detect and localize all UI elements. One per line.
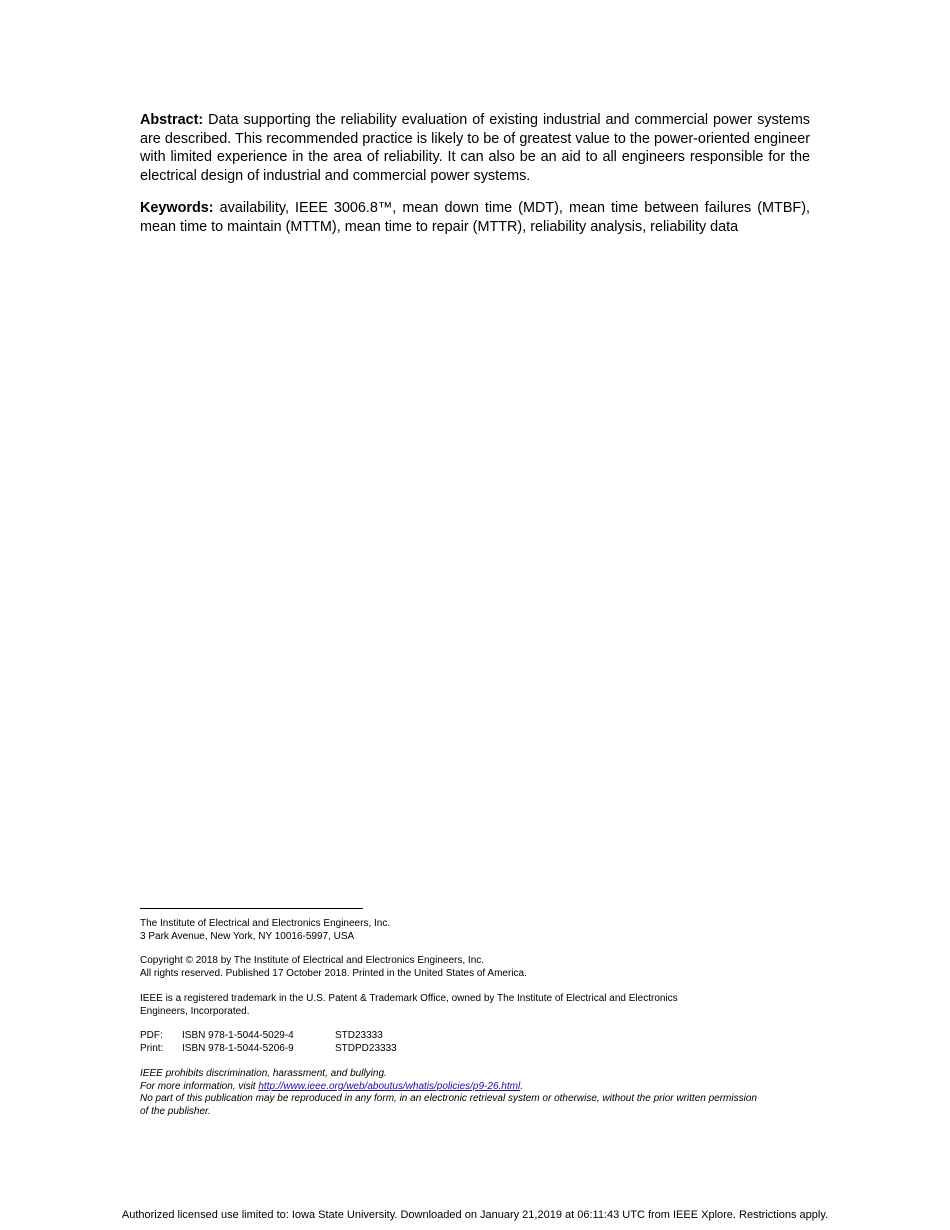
trademark-line-2: Engineers, Incorporated. [140, 1005, 250, 1017]
abstract-paragraph [140, 111, 810, 185]
isbn-number: ISBN 978-1-5044-5206-9 [182, 1042, 294, 1054]
keywords-paragraph [140, 199, 810, 236]
keywords-text: availability, IEEE 3006.8™, mean down time (MDT), mean time between failures (MTBF), mean time to maintain (MTTM), mean time to repair (MTTR), reliability analysis, reliability data [140, 200, 810, 235]
footnote-divider [140, 908, 363, 909]
publisher-name: The Institute of Electrical and Electronics Engineers, Inc. [140, 918, 391, 929]
authorization-notice: Authorized licensed use limited to: Iowa State University. Downloaded on January 21,2019 at 06:11:43 UTC from IEEE Xplore. Restrictions apply. [121, 1209, 829, 1221]
policy-line-3: No part of this publication may be reproduced in any form, in an electronic retrieval system or otherwise, without the prior written permission [140, 1093, 757, 1104]
policy-suffix: . [520, 1080, 523, 1092]
policy-link[interactable]: http://www.ieee.org/web/aboutus/whatis/policies/p9-26.html [258, 1080, 521, 1092]
publisher-address: 3 Park Avenue, New York, NY 10016-5997, USA [140, 930, 355, 942]
publisher-block [140, 918, 820, 943]
copyright-line-2: All rights reserved. Published 17 October 2018. Printed in the United States of America. [140, 967, 527, 979]
policy-line-1: IEEE prohibits discrimination, harassment, and bullying. [140, 1068, 387, 1079]
abstract-label: Abstract: [140, 112, 204, 128]
keywords-label: Keywords: [140, 200, 214, 216]
trademark-line-1: IEEE is a registered trademark in the U.S. Patent & Trademark Office, owned by The Institute of Electrical and Electronics [140, 993, 678, 1004]
copyright-block [140, 955, 820, 980]
copyright-line-1: Copyright © 2018 by The Institute of Electrical and Electronics Engineers, Inc. [140, 955, 485, 966]
isbn-number: ISBN 978-1-5044-5029-4 [182, 1030, 294, 1041]
isbn-row-pdf [140, 1030, 820, 1043]
policy-line-4: of the publisher. [140, 1105, 211, 1117]
isbn-code: STDPD23333 [335, 1042, 397, 1054]
isbn-row-print [140, 1043, 820, 1056]
abstract-text: Data supporting the reliability evaluation of existing industrial and commercial power systems are described. This recommended practice is likely to be of greatest value to the power-oriented engineer with limited experience in the area of reliability. It can also be an aid to all engineers responsible for the electrical design of industrial and commercial power systems. [140, 112, 810, 184]
isbn-format: Print: [140, 1042, 164, 1054]
main-content [140, 111, 810, 250]
isbn-code: STD23333 [335, 1030, 383, 1041]
policy-line-2 [140, 1081, 820, 1094]
policy-prefix: For more information, visit [140, 1080, 259, 1092]
isbn-format: PDF: [140, 1030, 163, 1041]
isbn-block [140, 1030, 820, 1055]
policy-block [140, 1068, 820, 1118]
trademark-block [140, 993, 820, 1018]
